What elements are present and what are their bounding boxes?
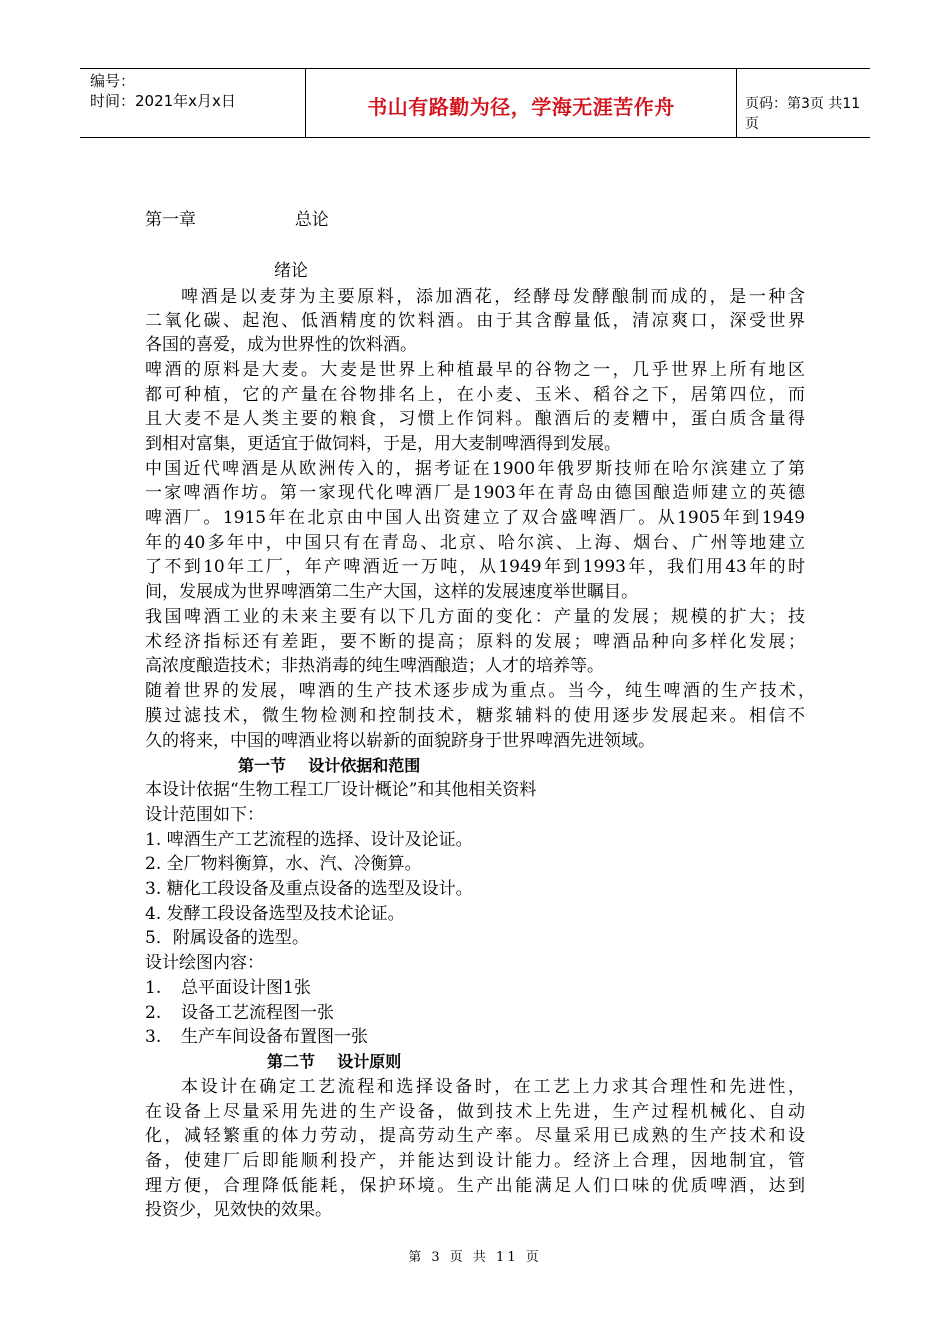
- drawing-item-text: 设备工艺流程图一张: [181, 1003, 334, 1023]
- section1-line: 3. 糖化工段设备及重点设备的选型及设计。: [145, 879, 473, 899]
- section2-heading: 第二节 设计原则: [267, 1052, 402, 1071]
- body-line: 都可种植，它的产量在谷物排名上，在小麦、玉米、稻谷之下，居第四位，而: [145, 385, 805, 405]
- intro-title: 绪论: [274, 261, 308, 281]
- section1-line: 设计绘图内容：: [145, 953, 264, 973]
- body-line: 间，发展成为世界啤酒第二生产大国，这样的发展速度举世瞩目。: [145, 582, 638, 602]
- body-line: 二氧化碳、起泡、低酒精度的饮料酒。由于其含醇量低，清凉爽口，深受世界: [145, 311, 805, 331]
- header-number: 编号：: [90, 72, 136, 90]
- body-line: 年的40多年中，中国只有在青岛、北京、哈尔滨、上海、烟台、广州等地建立: [145, 533, 805, 553]
- page-footer: 第 3 页 共 11 页: [408, 1250, 542, 1265]
- body-line: 随着世界的发展，啤酒的生产技术逐步成为重点。当今，纯生啤酒的生产技术，: [145, 681, 815, 701]
- drawing-item: [145, 976, 311, 1000]
- body-line: 啤酒的原料是大麦。大麦是世界上种植最早的谷物之一，几乎世界上所有地区: [145, 360, 805, 380]
- body-line: 中国近代啤酒是从欧洲传入的，据考证在1900年俄罗斯技师在哈尔滨建立了第: [145, 459, 805, 479]
- section2-line: 理方便，合理降低能耗，保护环境。生产出能满足人们口味的优质啤酒，达到: [145, 1176, 805, 1196]
- section1-line: 4. 发酵工段设备选型及技术论证。: [145, 904, 405, 924]
- header-page-number: 页码：第3页 共11页: [745, 96, 861, 132]
- drawing-item-text: 生产车间设备布置图一张: [181, 1027, 368, 1047]
- drawing-item-text: 总平面设计图1张: [181, 978, 311, 998]
- section1-line: 1. 啤酒生产工艺流程的选择、设计及论证。: [145, 830, 473, 850]
- drawing-item: [145, 1001, 334, 1025]
- chapter-heading: [145, 208, 329, 232]
- header-left: [90, 71, 300, 111]
- header-motto-cell: [305, 69, 737, 137]
- body-line: 了不到10年工厂，年产啤酒近一万吨，从1949年到1993年，我们用43年的时: [145, 557, 805, 577]
- body-line: 术经济指标还有差距，要不断的提高；原料的发展；啤酒品种向多样化发展；: [145, 632, 805, 652]
- drawing-item: [145, 1025, 368, 1049]
- body-line: 啤酒是以麦芽为主要原料，添加酒花，经酵母发酵酿制而成的，是一种含: [181, 287, 805, 307]
- body-line: 啤酒厂。1915年在北京由中国人出资建立了双合盛啤酒厂。从1905年到1949: [145, 508, 805, 528]
- header-motto: 书山有路勤为径，学海无涯苦作舟: [367, 95, 675, 119]
- drawing-item-number: 1.: [145, 978, 162, 998]
- section1-line: 2. 全厂物料衡算，水、汽、冷衡算。: [145, 854, 422, 874]
- section2-line: 本设计在确定工艺流程和选择设备时，在工艺上力求其合理性和先进性，: [181, 1077, 805, 1097]
- body-line: 到相对富集，更适宜于做饲料，于是，用大麦制啤酒得到发展。: [145, 434, 621, 454]
- drawing-item-number: 2.: [145, 1003, 162, 1023]
- section1-line: 设计范围如下：: [145, 805, 264, 825]
- page-header: [80, 68, 870, 138]
- header-date: 时间：2021年x月x日: [90, 92, 236, 110]
- body-line: 膜过滤技术，微生物检测和控制技术，糖浆辅料的使用逐步发展起来。相信不: [145, 706, 805, 726]
- body-line: 高浓度酿造技术；非热消毒的纯生啤酒酿造；人才的培养等。: [145, 656, 604, 676]
- chapter-title: 总论: [294, 210, 329, 230]
- section1-line: 5．附属设备的选型。: [145, 928, 309, 948]
- body-line: 久的将来，中国的啤酒业将以崭新的面貌跻身于世界啤酒先进领域。: [145, 731, 655, 751]
- section2-line: 化，减轻繁重的体力劳动，提高劳动生产率。尽量采用已成熟的生产技术和设: [145, 1126, 805, 1146]
- body-line: 一家啤酒作坊。第一家现代化啤酒厂是1903年在青岛由德国酿造师建立的英德: [145, 483, 805, 503]
- section2-line: 备，使建厂后即能顺利投产，并能达到设计能力。经济上合理，因地制宜，管: [145, 1151, 805, 1171]
- body-line: 各国的喜爱，成为世界性的饮料酒。: [145, 335, 417, 355]
- section1-line: 本设计依据“生物工程工厂设计概论”和其他相关资料: [145, 780, 537, 800]
- drawing-item-number: 3.: [145, 1027, 162, 1047]
- section2-line: 在设备上尽量采用先进的生产设备，做到技术上先进，生产过程机械化、自动: [145, 1102, 805, 1122]
- section1-heading: 第一节 设计依据和范围: [238, 756, 421, 775]
- chapter-label: 第一章: [145, 210, 196, 230]
- section2-line: 投资少，见效快的效果。: [145, 1200, 332, 1220]
- body-line: 我国啤酒工业的未来主要有以下几方面的变化：产量的发展；规模的扩大；技: [145, 607, 805, 627]
- body-line: 且大麦不是人类主要的粮食，习惯上作饲料。酿酒后的麦糟中，蛋白质含量得: [145, 409, 805, 429]
